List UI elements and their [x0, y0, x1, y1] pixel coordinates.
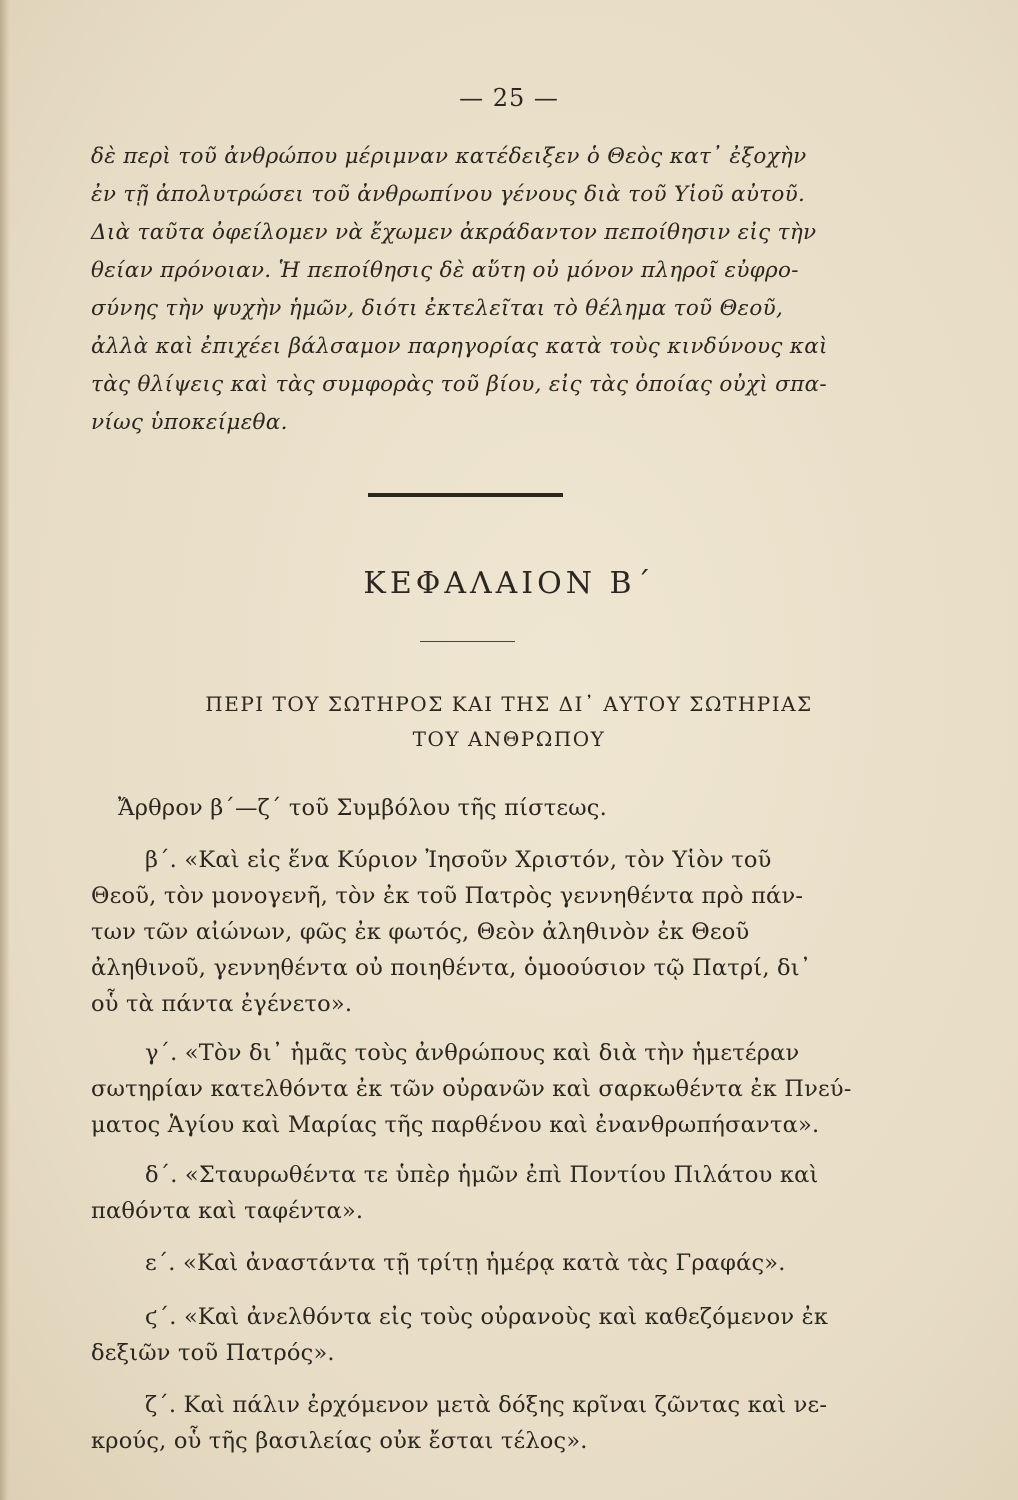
section-separator — [368, 493, 563, 497]
text-line: δὲ περὶ τοῦ ἀνθρώπου μέριμναν κατέδειξεν ὁ Θεὸς κατ᾽ ἐξοχὴν — [91, 144, 807, 169]
creed-line: κρούς, οὗ τῆς βασιλείας οὐκ ἔσται τέλος». — [91, 1428, 588, 1454]
text-line: θείαν πρόνοιαν. Ἡ πεποίθησις δὲ αὕτη οὐ μόνον πληροῖ εὐφρο- — [91, 258, 799, 283]
creed-line: ζ΄. Καὶ πάλιν ἐρχόμενον μετὰ δόξης κρῖναι ζῶντας καὶ νε- — [145, 1392, 828, 1418]
text-line: νίως ὑποκείμεθα. — [91, 410, 288, 435]
creed-line: ματος Ἁγίου καὶ Μαρίας τῆς παρθένου καὶ ἐνανθρωπήσαντα». — [91, 1112, 820, 1138]
creed-line: β΄. «Καὶ εἰς ἕνα Κύριον Ἰησοῦν Χριστόν, τὸν Υἱὸν τοῦ — [145, 847, 772, 873]
article-heading: Ἄρθρον β΄—ζ΄ τοῦ Συμβόλου τῆς πίστεως. — [118, 795, 607, 821]
creed-line: Θεοῦ, τὸν μονογενῆ, τὸν ἐκ τοῦ Πατρὸς γεννηθέντα πρὸ πάν- — [91, 883, 804, 909]
section-heading-line: ΤΟΥ ΑΝΘΡΩΠΟΥ — [412, 727, 606, 751]
text-line: ἐν τῇ ἀπολυτρώσει τοῦ ἀνθρωπίνου γένους διὰ τοῦ Υἱοῦ αὐτοῦ. — [91, 182, 806, 207]
creed-line: γ΄. «Τὸν δι᾽ ἡμᾶς τοὺς ἀνθρώπους καὶ διὰ τὴν ἡμετέραν — [145, 1040, 800, 1066]
creed-line: ἀληθινοῦ, γεννηθέντα οὐ ποιηθέντα, ὁμοούσιον τῷ Πατρί, δι᾽ — [91, 955, 812, 981]
creed-line: ε΄. «Καὶ ἀναστάντα τῇ τρίτῃ ἡμέρᾳ κατὰ τὰς Γραφάς». — [145, 1250, 786, 1276]
text-line: τὰς θλίψεις καὶ τὰς συμφορὰς τοῦ βίου, εἰς τὰς ὁποίας οὐχὶ σπα- — [91, 372, 827, 397]
section-heading-line: ΠΕΡΙ ΤΟΥ ΣΩΤΗΡΟΣ ΚΑΙ ΤΗΣ ΔΙ᾽ ΑΥΤΟΥ ΣΩΤΗΡΙΑΣ — [205, 692, 813, 716]
creed-line: των τῶν αἰώνων, φῶς ἐκ φωτός, Θεὸν ἀληθινὸν ἐκ Θεοῦ — [91, 919, 750, 945]
page-number: — 25 — — [459, 84, 559, 112]
chapter-title: ΚΕΦΑΛΑΙΟΝ Β΄ — [363, 566, 655, 601]
creed-line: οὗ τὰ πάντα ἐγένετο». — [91, 991, 353, 1017]
chapter-rule — [420, 641, 515, 642]
creed-line: δεξιῶν τοῦ Πατρός». — [91, 1340, 335, 1366]
text-line: σύνης τὴν ψυχὴν ἡμῶν, διότι ἐκτελεῖται τὸ θέλημα τοῦ Θεοῦ, — [91, 296, 784, 321]
creed-line: ϛ΄. «Καὶ ἀνελθόντα εἰς τοὺς οὐρανοὺς καὶ καθεζόμενον ἐκ — [145, 1304, 829, 1330]
creed-line: σωτηρίαν κατελθόντα ἐκ τῶν οὐρανῶν καὶ σαρκωθέντα ἐκ Πνεύ- — [91, 1076, 852, 1102]
text-line: Διὰ ταῦτα ὀφείλομεν νὰ ἔχωμεν ἀκράδαντον πεποίθησιν εἰς τὴν — [91, 220, 817, 245]
creed-line: δ΄. «Σταυρωθέντα τε ὑπὲρ ἡμῶν ἐπὶ Ποντίου Πιλάτου καὶ — [145, 1162, 819, 1188]
creed-line: παθόντα καὶ ταφέντα». — [91, 1198, 364, 1224]
text-line: ἀλλὰ καὶ ἐπιχέει βάλσαμον παρηγορίας κατὰ τοὺς κινδύνους καὶ — [91, 334, 828, 359]
